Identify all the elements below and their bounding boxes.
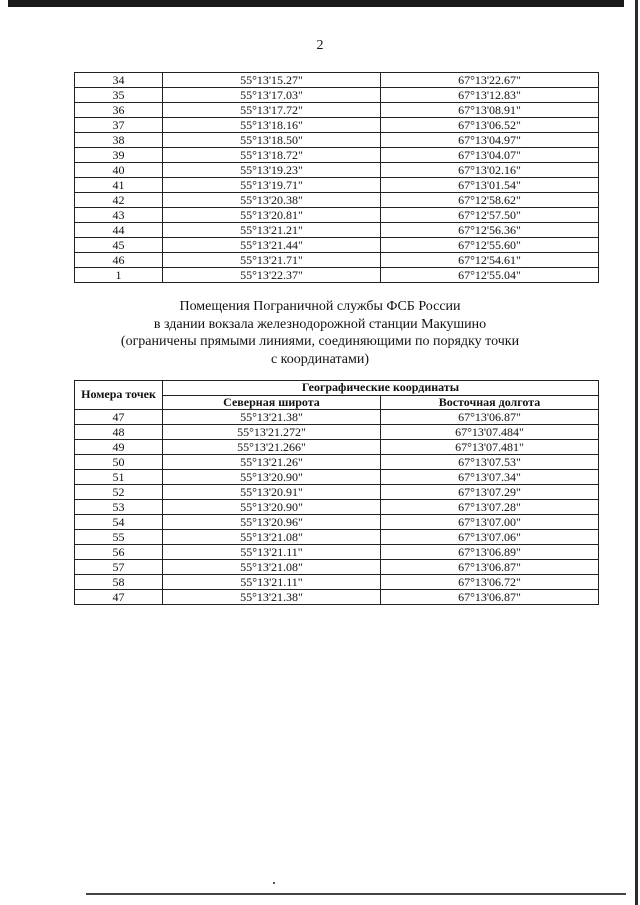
border-service-coordinates-table — [74, 380, 599, 605]
longitude-cell: 67°13'07.06" — [381, 530, 599, 545]
table-row — [75, 560, 599, 575]
table-row — [75, 470, 599, 485]
latitude-cell: 55°13'17.72" — [163, 103, 381, 118]
scan-border-right — [635, 0, 638, 905]
longitude-cell: 67°12'55.60" — [381, 238, 599, 253]
table-row — [75, 440, 599, 455]
latitude-cell: 55°13'20.90" — [163, 500, 381, 515]
point-number-cell: 37 — [75, 118, 163, 133]
point-number-cell: 48 — [75, 425, 163, 440]
longitude-cell: 67°13'07.00" — [381, 515, 599, 530]
table-row — [75, 515, 599, 530]
longitude-cell: 67°13'06.72" — [381, 575, 599, 590]
longitude-cell: 67°13'08.91" — [381, 103, 599, 118]
point-number-cell: 54 — [75, 515, 163, 530]
coordinates-table-continued — [74, 72, 599, 283]
table-row — [75, 178, 599, 193]
table-row — [75, 253, 599, 268]
point-number-cell: 51 — [75, 470, 163, 485]
latitude-cell: 55°13'17.03" — [163, 88, 381, 103]
point-number-cell: 39 — [75, 148, 163, 163]
point-number-cell: 42 — [75, 193, 163, 208]
header-row — [75, 381, 599, 396]
latitude-cell: 55°13'21.08" — [163, 530, 381, 545]
latitude-cell: 55°13'19.23" — [163, 163, 381, 178]
latitude-cell: 55°13'20.81" — [163, 208, 381, 223]
point-number-cell: 38 — [75, 133, 163, 148]
longitude-cell: 67°12'54.61" — [381, 253, 599, 268]
point-number-cell: 44 — [75, 223, 163, 238]
latitude-cell: 55°13'21.11" — [163, 545, 381, 560]
longitude-cell: 67°13'06.87" — [381, 590, 599, 605]
point-number-cell: 57 — [75, 560, 163, 575]
point-number-cell: 40 — [75, 163, 163, 178]
longitude-cell: 67°13'07.53" — [381, 455, 599, 470]
latitude-cell: 55°13'21.38" — [163, 410, 381, 425]
longitude-cell: 67°13'06.52" — [381, 118, 599, 133]
table-row — [75, 500, 599, 515]
point-number-cell: 45 — [75, 238, 163, 253]
table-row — [75, 133, 599, 148]
point-number-cell: 47 — [75, 410, 163, 425]
scan-speck — [273, 882, 275, 884]
table-row — [75, 530, 599, 545]
latitude-cell: 55°13'21.21" — [163, 223, 381, 238]
latitude-cell: 55°13'21.71" — [163, 253, 381, 268]
latitude-cell: 55°13'19.71" — [163, 178, 381, 193]
table-row — [75, 163, 599, 178]
table-header — [75, 381, 599, 410]
longitude-cell: 67°13'04.97" — [381, 133, 599, 148]
latitude-cell: 55°13'15.27" — [163, 73, 381, 88]
scan-border-top — [8, 0, 624, 7]
latitude-cell: 55°13'21.38" — [163, 590, 381, 605]
table-row — [75, 118, 599, 133]
latitude-cell: 55°13'18.72" — [163, 148, 381, 163]
longitude-cell: 67°13'07.481" — [381, 440, 599, 455]
header-geo-coordinates: Географические координаты — [163, 381, 599, 396]
latitude-cell: 55°13'20.91" — [163, 485, 381, 500]
latitude-cell: 55°13'18.16" — [163, 118, 381, 133]
longitude-cell: 67°12'58.62" — [381, 193, 599, 208]
coordinates-table-body — [75, 73, 599, 283]
latitude-cell: 55°13'20.90" — [163, 470, 381, 485]
table-row — [75, 88, 599, 103]
table-row — [75, 148, 599, 163]
header-point-numbers: Номера точек — [75, 381, 163, 410]
point-number-cell: 34 — [75, 73, 163, 88]
longitude-cell: 67°12'55.04" — [381, 268, 599, 283]
latitude-cell: 55°13'21.26" — [163, 455, 381, 470]
latitude-cell: 55°13'21.272" — [163, 425, 381, 440]
heading-line-2: в здании вокзала железнодорожной станции Макушино — [153, 316, 487, 332]
latitude-cell: 55°13'21.266" — [163, 440, 381, 455]
point-number-cell: 36 — [75, 103, 163, 118]
latitude-cell: 55°13'21.44" — [163, 238, 381, 253]
table-row — [75, 485, 599, 500]
latitude-cell: 55°13'20.96" — [163, 515, 381, 530]
longitude-cell: 67°13'07.29" — [381, 485, 599, 500]
longitude-cell: 67°13'01.54" — [381, 178, 599, 193]
point-number-cell: 43 — [75, 208, 163, 223]
table-row — [75, 590, 599, 605]
longitude-cell: 67°13'07.34" — [381, 470, 599, 485]
longitude-cell: 67°12'57.50" — [381, 208, 599, 223]
latitude-cell: 55°13'22.37" — [163, 268, 381, 283]
table-row — [75, 268, 599, 283]
point-number-cell: 46 — [75, 253, 163, 268]
latitude-cell: 55°13'21.11" — [163, 575, 381, 590]
heading-line-4: с координатами) — [270, 351, 370, 367]
point-number-cell: 55 — [75, 530, 163, 545]
latitude-cell: 55°13'20.38" — [163, 193, 381, 208]
coordinates-table-body — [75, 410, 599, 605]
point-number-cell: 58 — [75, 575, 163, 590]
longitude-cell: 67°13'12.83" — [381, 88, 599, 103]
latitude-cell: 55°13'18.50" — [163, 133, 381, 148]
point-number-cell: 47 — [75, 590, 163, 605]
table-row — [75, 208, 599, 223]
table-row — [75, 455, 599, 470]
table-row — [75, 223, 599, 238]
header-north-latitude: Северная широта — [163, 395, 381, 410]
table-row — [75, 73, 599, 88]
point-number-cell: 53 — [75, 500, 163, 515]
table-row — [75, 238, 599, 253]
longitude-cell: 67°13'06.87" — [381, 560, 599, 575]
point-number-cell: 1 — [75, 268, 163, 283]
table-row — [75, 103, 599, 118]
longitude-cell: 67°13'06.89" — [381, 545, 599, 560]
scan-border-bottom — [86, 893, 626, 895]
header-east-longitude: Восточная долгота — [381, 395, 599, 410]
section-heading — [0, 298, 640, 368]
longitude-cell: 67°13'02.16" — [381, 163, 599, 178]
heading-line-3: (ограничены прямыми линиями, соединяющими по порядку точки — [120, 334, 520, 349]
table-row — [75, 575, 599, 590]
heading-line-1: Помещения Пограничной службы ФСБ России — [179, 299, 461, 314]
table-row — [75, 545, 599, 560]
latitude-cell: 55°13'21.08" — [163, 560, 381, 575]
table-row — [75, 425, 599, 440]
longitude-cell: 67°13'06.87" — [381, 410, 599, 425]
table-row — [75, 410, 599, 425]
point-number-cell: 41 — [75, 178, 163, 193]
page-number: 2 — [316, 38, 324, 53]
table-row — [75, 193, 599, 208]
longitude-cell: 67°13'07.28" — [381, 500, 599, 515]
point-number-cell: 56 — [75, 545, 163, 560]
longitude-cell: 67°12'56.36" — [381, 223, 599, 238]
longitude-cell: 67°13'04.07" — [381, 148, 599, 163]
point-number-cell: 50 — [75, 455, 163, 470]
point-number-cell: 49 — [75, 440, 163, 455]
point-number-cell: 35 — [75, 88, 163, 103]
longitude-cell: 67°13'07.484" — [381, 425, 599, 440]
longitude-cell: 67°13'22.67" — [381, 73, 599, 88]
point-number-cell: 52 — [75, 485, 163, 500]
